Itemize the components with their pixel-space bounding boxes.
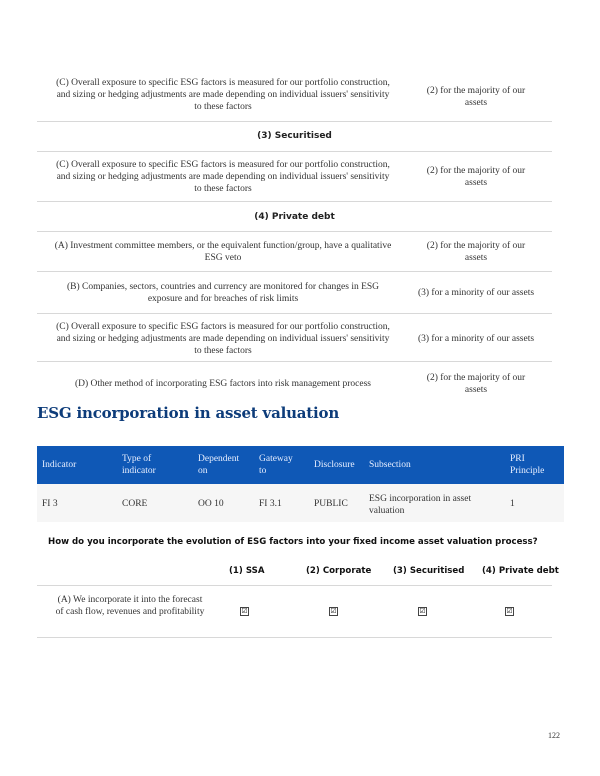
header-subsection: Subsection <box>369 460 411 470</box>
section-row-securitised <box>37 122 552 152</box>
method-text: (C) Overall exposure to specific ESG factors is measured for our portfolio construction, and sizing or hedging adjustments are made depending on individual issuers' sensitivity to these factors <box>56 160 390 194</box>
question-text: How do you incorporate the evolution of ESG factors into your fixed income asset valuation process? <box>48 537 538 547</box>
method-text: (A) Investment committee members, or the equivalent function/group, have a qualitative ESG veto <box>54 241 392 263</box>
checkbox-corporate[interactable]: ☑ <box>330 607 337 615</box>
header-gateway-to: Gateway to <box>259 454 293 476</box>
column-ssa: (1) SSA <box>229 566 265 576</box>
table-row <box>37 232 552 272</box>
section-label: (4) Private debt <box>254 212 335 222</box>
checkbox-securitised[interactable]: ☑ <box>419 607 426 615</box>
table-row <box>37 314 552 362</box>
table-row <box>37 362 552 404</box>
coverage-text: (2) for the majority of our assets <box>426 166 526 188</box>
cell-disclosure: PUBLIC <box>314 499 348 509</box>
coverage-text: (2) for the majority of our assets <box>426 86 526 108</box>
page-number: 122 <box>548 731 560 740</box>
header-pri-principle: PRI Principle <box>510 454 545 476</box>
answer-row <box>37 585 552 638</box>
indicator-table-row <box>37 484 564 522</box>
cell-indicator: FI 3 <box>42 499 58 509</box>
answer-row-label: (A) We incorporate it into the forecast of cash flow, revenues and profitability <box>55 595 205 617</box>
method-text: (D) Other method of incorporating ESG factors into risk management process <box>74 379 371 389</box>
table-row <box>37 72 552 122</box>
indicator-table-header <box>37 446 564 484</box>
coverage-text: (2) for the majority of our assets <box>426 373 526 395</box>
coverage-text: (3) for a minority of our assets <box>417 334 535 344</box>
cell-gateway-to: FI 3.1 <box>259 499 282 509</box>
header-disclosure: Disclosure <box>314 460 355 470</box>
checkbox-ssa[interactable]: ☑ <box>241 607 248 615</box>
coverage-text: (2) for the majority of our assets <box>426 241 526 263</box>
column-private-debt: (4) Private debt <box>482 566 559 576</box>
cell-pri-principle: 1 <box>510 499 515 509</box>
cell-subsection: ESG incorporation in asset valuation <box>369 494 472 516</box>
cell-dependent-on: OO 10 <box>198 499 224 509</box>
coverage-text: (3) for a minority of our assets <box>417 288 535 298</box>
section-label: (3) Securitised <box>257 131 332 141</box>
checkbox-private-debt[interactable]: ☑ <box>506 607 513 615</box>
header-indicator: Indicator <box>42 460 77 470</box>
method-text: (C) Overall exposure to specific ESG factors is measured for our portfolio construction, and sizing or hedging adjustments are made depending on individual issuers' sensitivity to these factors <box>56 322 390 356</box>
table-row <box>37 152 552 202</box>
cell-type: CORE <box>122 499 148 509</box>
section-title: ESG incorporation in asset valuation <box>37 404 340 422</box>
header-dependent-on: Dependent on <box>198 454 240 476</box>
column-securitised: (3) Securitised <box>393 566 465 576</box>
method-text: (C) Overall exposure to specific ESG factors is measured for our portfolio construction, and sizing or hedging adjustments are made depending on individual issuers' sensitivity to these factors <box>56 78 390 112</box>
method-text: (B) Companies, sectors, countries and currency are monitored for changes in ESG exposure and for breaches of risk limits <box>66 282 380 304</box>
table-row <box>37 272 552 314</box>
header-type-of-indicator: Type of indicator <box>122 454 156 476</box>
section-row-private-debt <box>37 202 552 232</box>
column-corporate: (2) Corporate <box>306 566 372 576</box>
